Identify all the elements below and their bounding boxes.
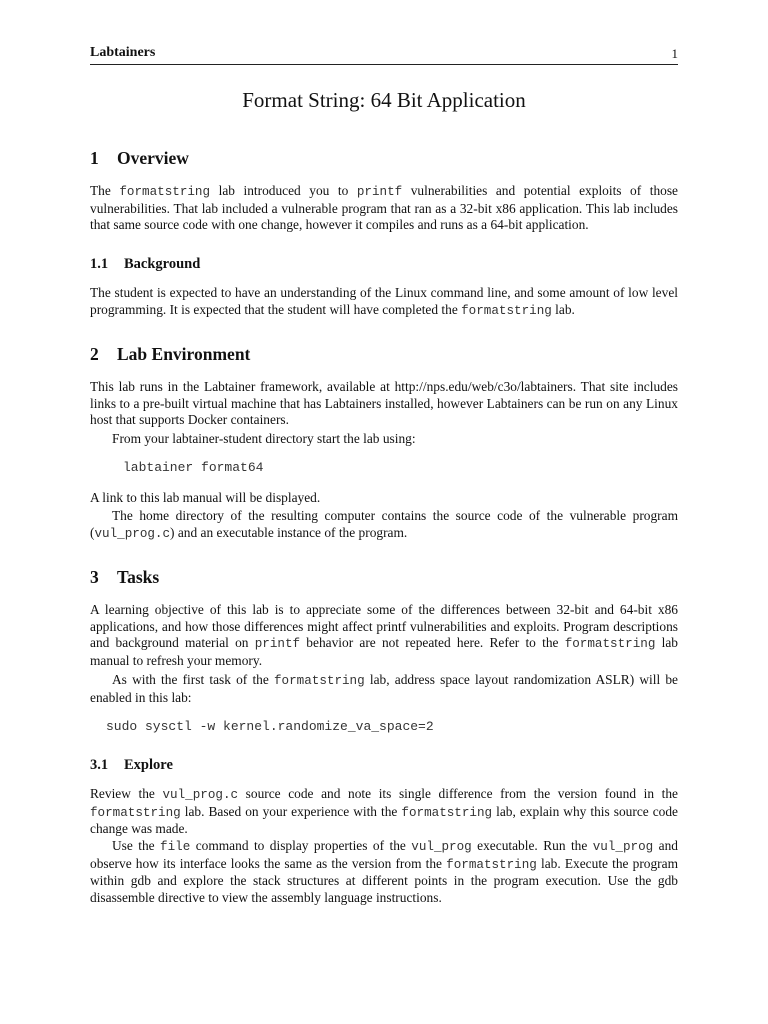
section-number: 2 xyxy=(90,344,99,364)
subsection-title: Background xyxy=(124,256,201,272)
section-title: Overview xyxy=(117,148,189,168)
inline-code: formatstring xyxy=(446,857,537,872)
inline-code: file xyxy=(160,840,191,854)
environment-home-paragraph: The home directory of the resulting computer contains the source code of the vulnerable program (vul_prog.c) and an executable instance of the program. xyxy=(90,508,678,541)
inline-code: formatstring xyxy=(461,303,552,318)
explore-file-paragraph: Use the file command to display properties of the vul_prog executable. Run the vul_prog and observe how its interface looks the same as the version from the formatstring lab. Execute the program within gdb and explore the stack structures at different points in the program execution. Use the gdb disassemble directive to view the assembly language instructions. xyxy=(90,838,678,905)
section-heading-lab-environment xyxy=(90,344,250,365)
section-number: 3 xyxy=(90,567,99,587)
overview-paragraph: The formatstring lab introduced you to printf vulnerabilities and potential exploits of those vulnerabilities. That lab included a vulnerable program that ran as a 32-bit x86 application. This lab includes that same source code with one change, however it compiles and runs as a 64-bit application. xyxy=(90,183,678,232)
inline-code: vul_prog xyxy=(411,840,472,854)
inline-code: vul_prog xyxy=(592,840,654,854)
explore-paragraph: Review the vul_prog.c source code and note its single difference from the version found in the formatstring lab. Based on your experience with the formatstring lab, explain why this source code change was made. xyxy=(90,786,679,836)
inline-code: formatstring xyxy=(564,637,656,651)
background-paragraph: The student is expected to have an understanding of the Linux command line, and some amount of low level programming. It is expected that the student will have completed the formatstring lab. xyxy=(90,285,678,318)
command-block-labtainer: labtainer format64 xyxy=(123,460,264,475)
inline-code: vul_prog.c xyxy=(94,526,171,541)
inline-code: printf xyxy=(254,637,301,651)
document-title: Format String: 64 Bit Application xyxy=(242,88,526,112)
section-number: 1 xyxy=(90,148,99,168)
tasks-aslr-paragraph: As with the first task of the formatstring lab, address space layout randomization ASLR) will be enabled in this lab: xyxy=(90,672,678,705)
environment-paragraph: This lab runs in the Labtainer framework, available at http://nps.edu/web/c3o/labtainers. That site includes links to a pre-built virtual machine that has Labtainers installed, however Labtainers can be run on any Linux host that supports Docker containers. xyxy=(90,379,678,427)
inline-code: formatstring xyxy=(90,805,181,820)
section-heading-tasks xyxy=(90,567,159,588)
section-heading-overview xyxy=(90,148,189,169)
section-title: Lab Environment xyxy=(117,344,251,364)
inline-code: printf xyxy=(356,185,403,199)
inline-code: vul_prog.c xyxy=(162,788,239,802)
page-number: 1 xyxy=(671,46,678,61)
subsection-number: 3.1 xyxy=(90,757,109,773)
running-header xyxy=(90,44,678,65)
tasks-paragraph: A learning objective of this lab is to appreciate some of the differences between 32-bit and 64-bit x86 applications, and how those differences might affect printf vulnerabilities and exploits. Program descriptions and background material on printf behavior are not repeated here. Refer to the formatstring lab manual to refresh your memory. xyxy=(90,602,678,668)
inline-code: formatstring xyxy=(119,185,211,199)
environment-link-paragraph: A link to this lab manual will be displayed. xyxy=(90,490,321,505)
subsection-number: 1.1 xyxy=(90,256,109,272)
inline-code: formatstring xyxy=(401,805,493,820)
section-title: Tasks xyxy=(117,567,160,587)
subsection-heading-explore xyxy=(90,757,173,774)
inline-code: formatstring xyxy=(273,674,365,688)
command-block-sysctl: sudo sysctl -w kernel.randomize_va_space=2 xyxy=(106,719,434,734)
subsection-title: Explore xyxy=(124,757,173,773)
subsection-heading-background xyxy=(90,256,200,273)
environment-start-paragraph: From your labtainer-student directory start the lab using: xyxy=(112,431,416,446)
header-title: Labtainers xyxy=(90,45,156,60)
